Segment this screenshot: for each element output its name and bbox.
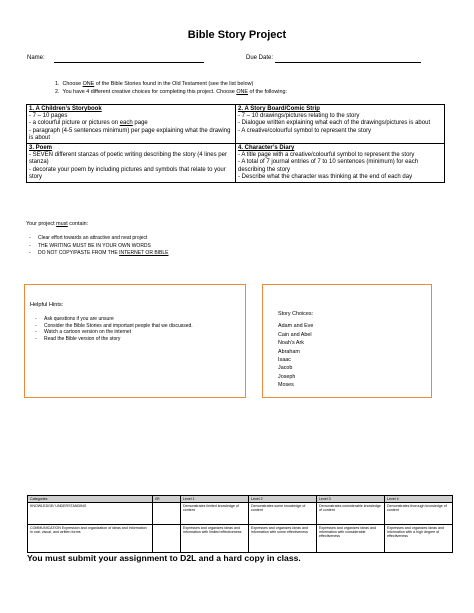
option-storyboard: 2. A Story Board/Comic Strip - 7 – 10 drawings/pictures relating to the story - Dialogue written explaining what each of the drawings/pictures is about - A creative/colourful symbol to represent the story — [236, 105, 445, 144]
story-item: Moses — [278, 382, 294, 389]
rubric-cell — [153, 503, 181, 525]
hint-item: - Ask questions if you are unsure — [44, 316, 234, 323]
story-item: Cain and Abel — [278, 331, 312, 338]
rubric-header: Level 4 — [385, 496, 453, 503]
option-diary: 4. Character’s Diary - A title page with a creative/colourful symbol to represent the story - A total of 7 journal entries of 7 to 10 sentences (minimum) for each describing the story - Describe what the character was thinking at the end of each day — [236, 144, 445, 183]
option-storybook: 1. A Children’s Storybook - 7 – 10 pages - a colourful picture or pictures on each page - paragraph (4-5 sentences minimum) per page explaining what the drawing is about — [27, 105, 236, 144]
story-item: Adam and Eve — [278, 323, 314, 330]
due-date-label: Due Date: — [246, 55, 274, 61]
rubric-cell: Demonstrates thorough knowledge of content — [385, 503, 453, 525]
story-item: Noah’s Ark — [278, 340, 304, 347]
story-choices — [278, 310, 313, 390]
hint-item: - Consider the Bible Stories and important people that we discussed. — [44, 323, 234, 330]
rubric-header: Level 1 — [181, 496, 249, 503]
hints-list — [44, 316, 234, 342]
rubric-cell: Demonstrates limited knowledge of content — [181, 503, 249, 525]
hint-item: - Read the Bible version of the story — [44, 336, 234, 343]
requirement-item: - DO NOT COPY/PASTE FROM THE INTERNET OR BIBLE — [38, 250, 169, 258]
rubric-cell: KNOWLEDGE/ UNDERSTANDING — [28, 503, 153, 525]
rubric-cell: Demonstrates some knowledge of content — [249, 503, 317, 525]
story-choices-title: Story Choices: — [278, 311, 314, 317]
options-table — [26, 104, 445, 183]
story-item: Jacob — [278, 365, 293, 372]
instruction-1: 1. Choose ONE of the Bible Stories found in the Old Testament (see the list below) — [55, 81, 254, 87]
name-label: Name: — [27, 55, 45, 61]
due-date-line[interactable] — [275, 62, 421, 63]
option-poem: 3. Poem - SEVEN different stanzas of poetic writing describing the story (4 lines per stanza) - decorate your poem by including pictures and symbols that relate to your story — [27, 144, 236, 183]
rubric-cell: COMMUNICATION Expression and organization of ideas and information in oral, visual, and written forms — [28, 525, 153, 553]
submission-note: You must submit your assignment to D2L and a hard copy in class. — [27, 553, 301, 563]
rubric-header: Level 3 — [317, 496, 385, 503]
name-line[interactable] — [54, 62, 204, 63]
rubric-table — [27, 495, 453, 553]
must-contain-heading: Your project must contain: — [26, 221, 89, 227]
rubric-cell: Expresses and organizes ideas and information with a high degree of effectiveness — [385, 525, 453, 553]
requirements-list — [38, 235, 169, 258]
rubric-cell: Demonstrates considerable knowledge of content — [317, 503, 385, 525]
page-title: Bible Story Project — [187, 29, 287, 41]
rubric-header: Level 2 — [249, 496, 317, 503]
requirement-item: - Clear effort towards an attractive and neat project — [38, 235, 169, 243]
story-item: Isaac — [278, 357, 291, 364]
requirement-item: - THE WRITING MUST BE IN YOUR OWN WORDS — [38, 243, 169, 251]
story-item: Joseph — [278, 373, 296, 380]
rubric-cell: Expresses and organizes ideas and information with some effectiveness — [249, 525, 317, 553]
rubric-cell: Expresses and organizes ideas and information with considerable effectiveness — [317, 525, 385, 553]
rubric-header: Categories — [28, 496, 153, 503]
story-item: Abraham — [278, 348, 300, 355]
instruction-2: 2. You have 4 different creative choices for completing this project. Choose ONE of the following: — [55, 89, 287, 95]
rubric-cell: Expresses and organizes ideas and information with limited effectiveness — [181, 525, 249, 553]
hints-title: Helpful Hints: — [30, 302, 64, 308]
hint-item: - Watch a cartoon version on the internet — [44, 329, 234, 336]
rubric-cell — [153, 525, 181, 553]
rubric-header: I/R — [153, 496, 181, 503]
